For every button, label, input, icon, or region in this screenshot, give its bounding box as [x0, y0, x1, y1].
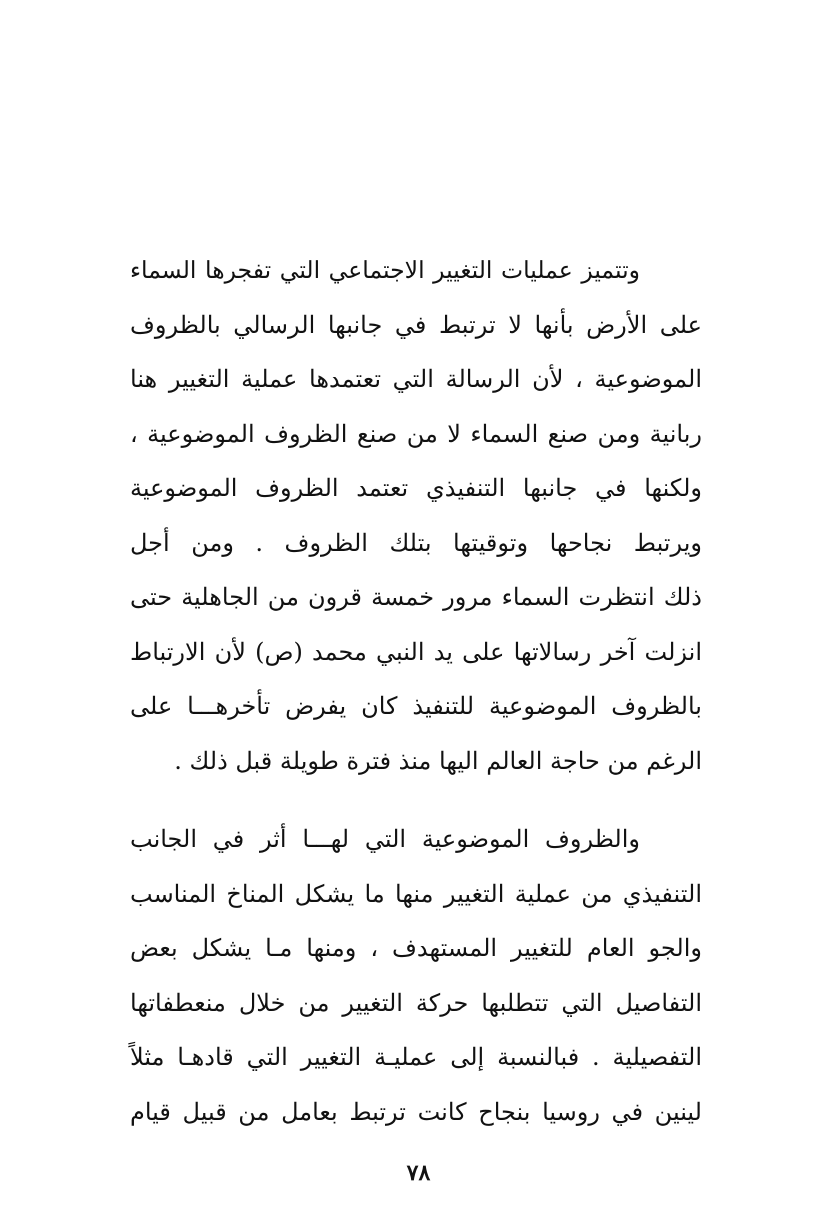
- text-line: ويرتبط نجاحها وتوقيتها بتلك الظروف . ومن أجل: [130, 528, 702, 557]
- text-line: الموضوعية ، لأن الرسالة التي تعتمدها عملية التغيير هنا: [130, 365, 702, 393]
- text-line: والظروف الموضوعية التي لهـــا أثر في الجانب: [130, 825, 640, 853]
- text-line: التنفيذي من عملية التغيير منها ما يشكل المناخ المناسب: [130, 879, 702, 908]
- page-number: ٧٨: [406, 1160, 431, 1186]
- text-line: والجو العام للتغيير المستهدف ، ومنها مـا يشكل بعض: [130, 934, 702, 962]
- text-line: انزلت آخر رسالاتها على يد النبي محمد (ص) لأن الارتباط: [130, 637, 702, 666]
- text-line: بالظروف الموضوعية للتنفيذ كان يفرض تأخرهـــا على: [130, 692, 702, 720]
- text-line: لينين في روسيا بنجاح كانت ترتبط بعامل من قبيل قيام: [130, 1097, 702, 1126]
- text-line: ولكنها في جانبها التنفيذي تعتمد الظروف الموضوعية: [130, 474, 702, 502]
- text-line: على الأرض بأنها لا ترتبط في جانبها الرسالي بالظروف: [130, 310, 702, 339]
- paragraph-2: [130, 812, 702, 1139]
- text-line: التفاصيل التي تتطلبها حركة التغيير من خلال منعطفاتها: [130, 988, 702, 1017]
- text-line: ذلك انتظرت السماء مرور خمسة قرون من الجاهلية حتى: [130, 583, 702, 611]
- text-line: الرغم من حاجة العالم اليها منذ فترة طويلة قبل ذلك .: [174, 746, 702, 775]
- text-line: التفصيلية . فبالنسبة إلى عمليـة التغيير التي قادهـا مثلاً: [130, 1043, 702, 1071]
- paragraph-1: [130, 243, 702, 788]
- text-line: ربانية ومن صنع السماء لا من صنع الظروف الموضوعية ،: [130, 419, 703, 448]
- text-line: وتتميز عمليات التغيير الاجتماعي التي تفجرها السماء: [130, 256, 640, 284]
